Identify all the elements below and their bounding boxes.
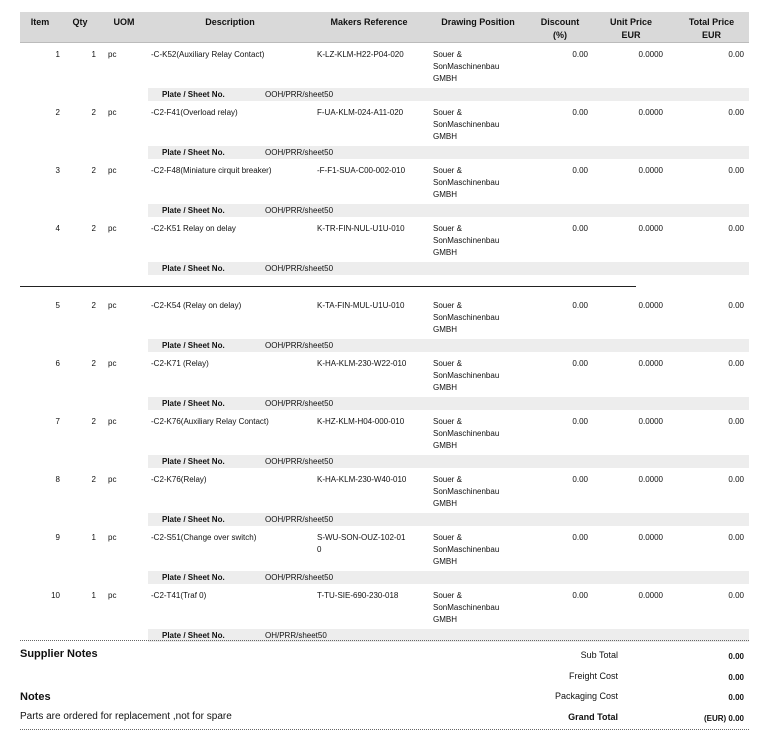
cell-uom: pc (108, 591, 117, 600)
cell-drawing-pos: Souer & SonMaschinenbau GMBH (433, 417, 500, 450)
cell-discount: 0.00 (572, 417, 588, 426)
plate-sheet-label: Plate / Sheet No. (162, 206, 225, 215)
cell-drawing-pos: Souer & SonMaschinenbau GMBH (433, 224, 500, 257)
plate-sheet-value: OOH/PRR/sheet50 (265, 341, 334, 350)
cell-total-price: 0.00 (728, 591, 744, 600)
cell-unit-price: 0.0000 (638, 50, 663, 59)
cell-makers-ref: S-WU-SON-OUZ-102-01 0 (317, 533, 406, 554)
table-row (20, 528, 749, 586)
cell-unit-price: 0.0000 (638, 533, 663, 542)
plate-sheet-value: OOH/PRR/sheet50 (265, 399, 334, 408)
cell-total-price: 0.00 (728, 533, 744, 542)
cell-qty: 2 (91, 417, 96, 426)
cell-item: 8 (55, 475, 60, 484)
cell-discount: 0.00 (572, 301, 588, 310)
plate-sheet-row (148, 146, 749, 159)
plate-sheet-row (148, 571, 749, 584)
cell-unit-price: 0.0000 (638, 359, 663, 368)
col-qty: Qty (72, 17, 88, 27)
cell-unit-price: 0.0000 (638, 591, 663, 600)
dotted-divider-top (20, 640, 749, 641)
cell-description: -C2-F48(Miniature cirquit breaker) (151, 166, 272, 175)
cell-item: 1 (55, 50, 60, 59)
notes-heading: Notes (20, 691, 51, 703)
cell-item: 9 (55, 533, 60, 542)
cell-discount: 0.00 (572, 50, 588, 59)
cell-uom: pc (108, 108, 117, 117)
plate-sheet-label: Plate / Sheet No. (162, 399, 225, 408)
cell-qty: 2 (91, 359, 96, 368)
page-separator-line (20, 286, 636, 287)
cell-uom: pc (108, 50, 117, 59)
cell-item: 3 (55, 166, 60, 175)
cell-qty: 2 (91, 301, 96, 310)
cell-total-price: 0.00 (728, 301, 744, 310)
cell-description: -C2-F41(Overload relay) (151, 108, 238, 117)
cell-discount: 0.00 (572, 475, 588, 484)
cell-unit-price: 0.0000 (638, 108, 663, 117)
plate-sheet-value: OOH/PRR/sheet50 (265, 573, 334, 582)
cell-qty: 2 (91, 224, 96, 233)
plate-sheet-value: OOH/PRR/sheet50 (265, 148, 334, 157)
cell-description: -C2-K71 (Relay) (151, 359, 209, 368)
col-unit-price: Unit Price EUR (609, 17, 652, 40)
table-row (20, 412, 749, 470)
cell-item: 2 (55, 108, 60, 117)
cell-uom: pc (108, 166, 117, 175)
cell-description: -C2-K51 Relay on delay (151, 224, 236, 233)
table-row (20, 45, 749, 103)
cell-drawing-pos: Souer & SonMaschinenbau GMBH (433, 166, 500, 199)
cell-description: -C2-K76(Auxiliary Relay Contact) (151, 417, 269, 426)
plate-sheet-row (148, 339, 749, 352)
table-row (20, 219, 749, 277)
col-total-price: Total Price EUR (688, 17, 735, 40)
plate-sheet-row (148, 88, 749, 101)
cell-description: -C2-S51(Change over switch) (151, 533, 257, 542)
plate-sheet-value: OOH/PRR/sheet50 (265, 264, 334, 273)
plate-sheet-label: Plate / Sheet No. (162, 341, 225, 350)
table-row (20, 586, 749, 644)
plate-sheet-label: Plate / Sheet No. (162, 264, 225, 273)
cell-makers-ref: K-HA-KLM-230-W40-010 (317, 475, 407, 484)
cell-total-price: 0.00 (728, 224, 744, 233)
cell-discount: 0.00 (572, 224, 588, 233)
cell-description: -C2-K76(Relay) (151, 475, 207, 484)
table-row (20, 354, 749, 412)
plate-sheet-row (148, 262, 749, 275)
cell-drawing-pos: Souer & SonMaschinenbau GMBH (433, 301, 500, 334)
table-row (20, 103, 749, 161)
cell-total-price: 0.00 (728, 108, 744, 117)
cell-unit-price: 0.0000 (638, 417, 663, 426)
cell-total-price: 0.00 (728, 359, 744, 368)
plate-sheet-label: Plate / Sheet No. (162, 148, 225, 157)
cell-makers-ref: K-HA-KLM-230-W22-010 (317, 359, 407, 368)
cell-drawing-pos: Souer & SonMaschinenbau GMBH (433, 50, 500, 83)
cell-qty: 1 (91, 50, 96, 59)
cell-item: 10 (51, 591, 60, 600)
cell-drawing-pos: Souer & SonMaschinenbau GMBH (433, 475, 500, 508)
cell-qty: 1 (91, 533, 96, 542)
total-label: Grand Total (568, 712, 618, 722)
cell-makers-ref: T-TU-SIE-690-230-018 (317, 591, 399, 600)
cell-drawing-pos: Souer & SonMaschinenbau GMBH (433, 108, 500, 141)
plate-sheet-label: Plate / Sheet No. (162, 573, 225, 582)
plate-sheet-label: Plate / Sheet No. (162, 631, 225, 640)
cell-discount: 0.00 (572, 166, 588, 175)
table-row (20, 296, 749, 354)
total-value: 0.00 (728, 693, 744, 702)
total-value: (EUR) 0.00 (703, 714, 744, 723)
cell-discount: 0.00 (572, 359, 588, 368)
cell-makers-ref: K-LZ-KLM-H22-P04-020 (317, 50, 404, 59)
cell-uom: pc (108, 475, 117, 484)
cell-uom: pc (108, 224, 117, 233)
total-label: Sub Total (580, 650, 618, 660)
plate-sheet-label: Plate / Sheet No. (162, 457, 225, 466)
cell-makers-ref: K-TA-FIN-MUL-U1U-010 (317, 301, 405, 310)
cell-drawing-pos: Souer & SonMaschinenbau GMBH (433, 533, 500, 566)
cell-item: 4 (55, 224, 60, 233)
cell-unit-price: 0.0000 (638, 166, 663, 175)
col-description: Description (205, 17, 255, 27)
cell-description: -C2-T41(Traf 0) (151, 591, 207, 600)
cell-drawing-pos: Souer & SonMaschinenbau GMBH (433, 359, 500, 392)
table-header (20, 12, 749, 43)
cell-makers-ref: K-HZ-KLM-H04-000-010 (317, 417, 405, 426)
plate-sheet-row (148, 513, 749, 526)
cell-qty: 2 (91, 166, 96, 175)
total-label: Packaging Cost (554, 691, 618, 701)
plate-sheet-row (148, 455, 749, 468)
plate-sheet-row (148, 204, 749, 217)
cell-total-price: 0.00 (728, 166, 744, 175)
cell-uom: pc (108, 301, 117, 310)
plate-sheet-value: OOH/PRR/sheet50 (265, 90, 334, 99)
total-value: 0.00 (728, 673, 744, 682)
plate-sheet-row (148, 397, 749, 410)
cell-unit-price: 0.0000 (638, 224, 663, 233)
cell-qty: 1 (91, 591, 96, 600)
total-value: 0.00 (728, 652, 744, 661)
cell-discount: 0.00 (572, 108, 588, 117)
plate-sheet-value: OOH/PRR/sheet50 (265, 515, 334, 524)
cell-uom: pc (108, 359, 117, 368)
cell-description: -C-K52(Auxiliary Relay Contact) (151, 50, 265, 59)
plate-sheet-label: Plate / Sheet No. (162, 515, 225, 524)
col-makers-ref: Makers Reference (330, 17, 408, 27)
cell-uom: pc (108, 417, 117, 426)
notes-text: Parts are ordered for replacement ,not for spare (20, 711, 232, 722)
cell-item: 6 (55, 359, 60, 368)
cell-makers-ref: K-TR-FIN-NUL-U1U-010 (317, 224, 405, 233)
col-item: Item (30, 17, 50, 27)
cell-qty: 2 (91, 108, 96, 117)
cell-discount: 0.00 (572, 533, 588, 542)
cell-makers-ref: F-UA-KLM-024-A11-020 (317, 108, 404, 117)
cell-uom: pc (108, 533, 117, 542)
cell-unit-price: 0.0000 (638, 475, 663, 484)
plate-sheet-value: OOH/PRR/sheet50 (265, 206, 334, 215)
cell-discount: 0.00 (572, 591, 588, 600)
supplier-notes-heading: Supplier Notes (20, 648, 98, 660)
col-uom: UOM (113, 17, 135, 27)
plate-sheet-value: OH/PRR/sheet50 (265, 631, 327, 640)
cell-makers-ref: -F-F1-SUA-C00-002-010 (317, 166, 406, 175)
total-label: Freight Cost (568, 671, 618, 681)
cell-total-price: 0.00 (728, 475, 744, 484)
cell-item: 7 (55, 417, 60, 426)
cell-description: -C2-K54 (Relay on delay) (151, 301, 242, 310)
cell-total-price: 0.00 (728, 417, 744, 426)
table-row (20, 161, 749, 219)
cell-qty: 2 (91, 475, 96, 484)
table-row (20, 470, 749, 528)
plate-sheet-value: OOH/PRR/sheet50 (265, 457, 334, 466)
cell-total-price: 0.00 (728, 50, 744, 59)
col-discount: Discount (%) (540, 17, 580, 40)
col-drawing-position: Drawing Position (441, 17, 515, 27)
dotted-divider-bottom (20, 729, 749, 730)
cell-drawing-pos: Souer & SonMaschinenbau GMBH (433, 591, 500, 624)
cell-item: 5 (55, 301, 60, 310)
cell-unit-price: 0.0000 (638, 301, 663, 310)
plate-sheet-label: Plate / Sheet No. (162, 90, 225, 99)
